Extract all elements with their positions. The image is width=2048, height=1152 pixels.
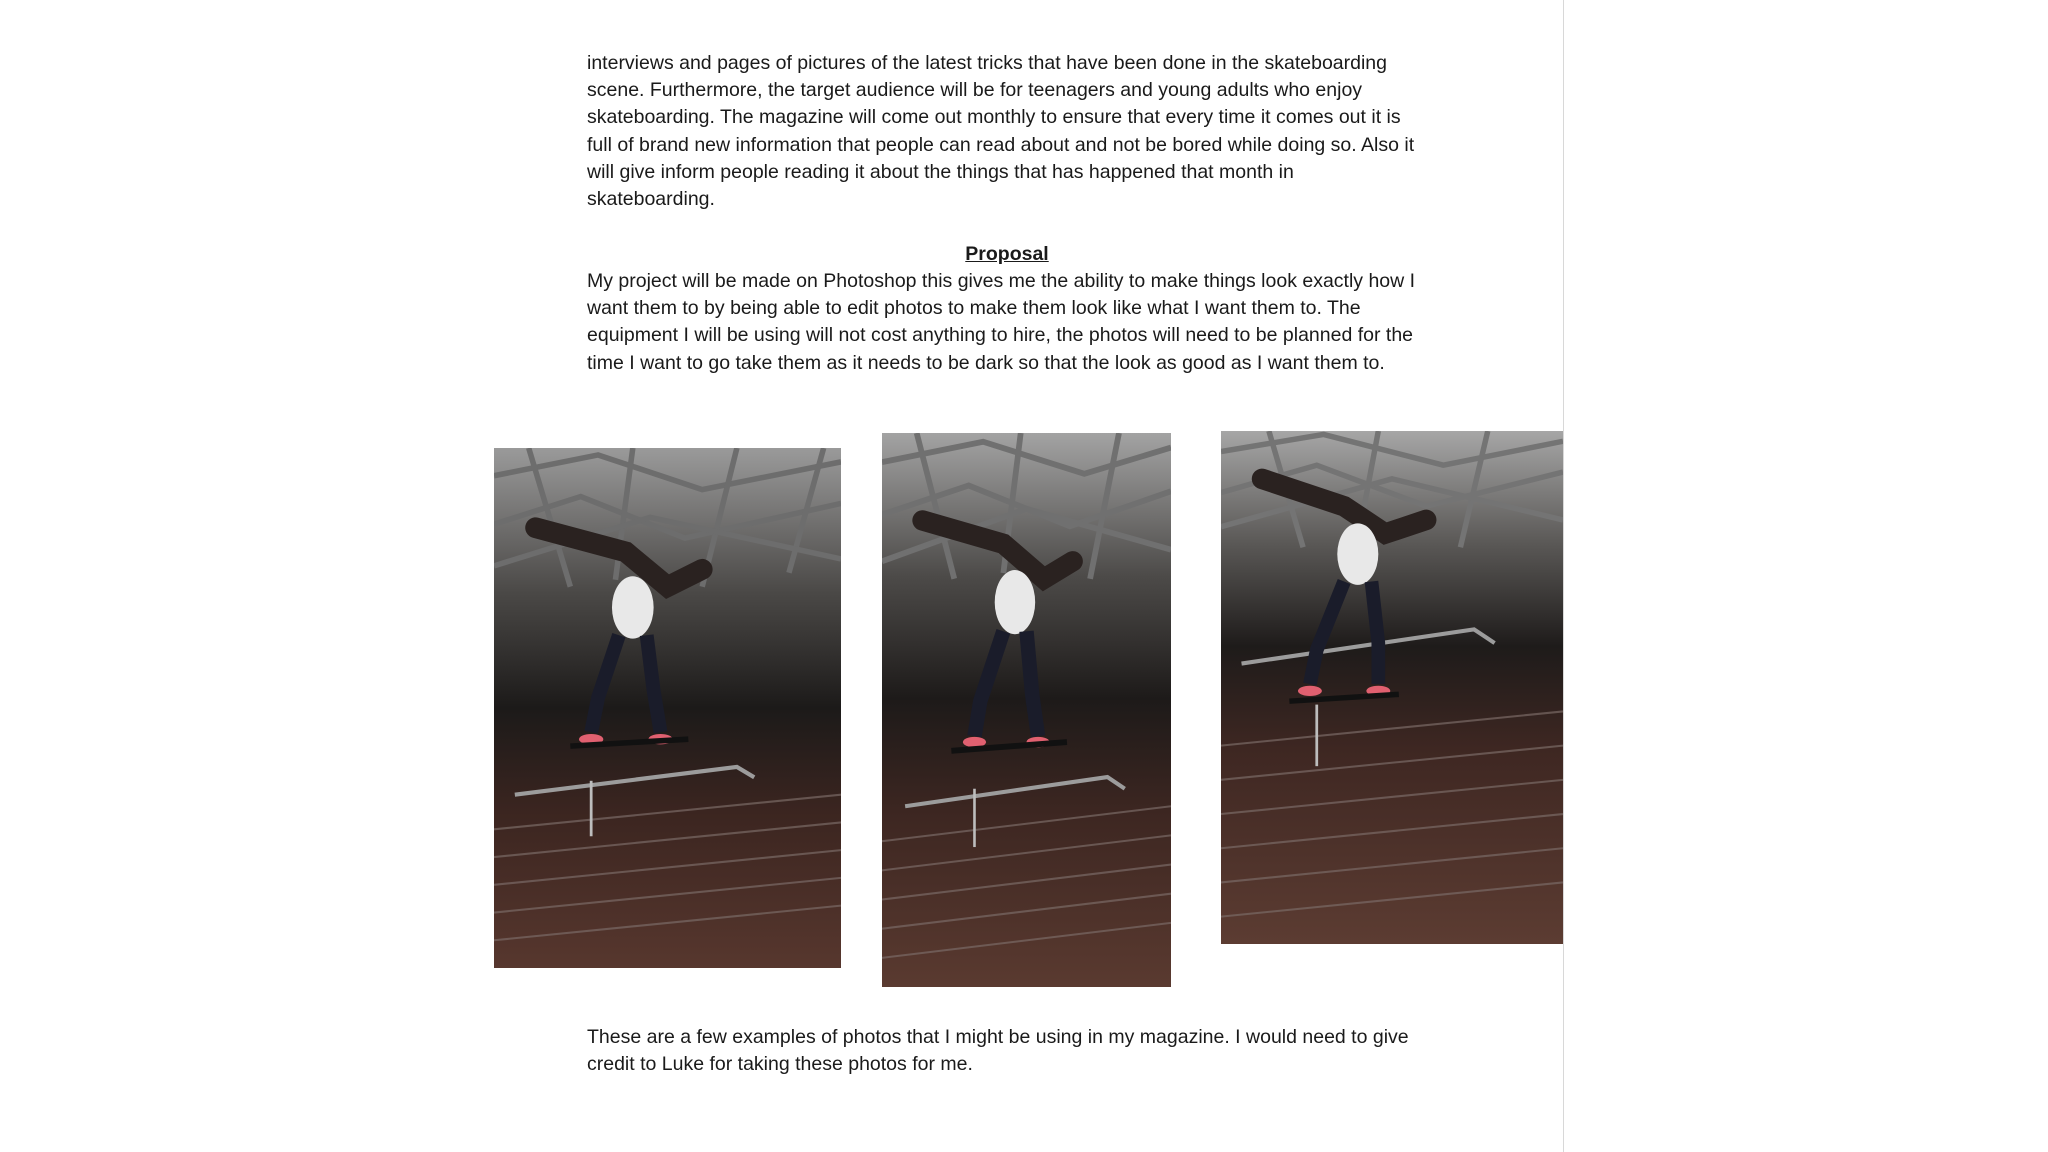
skate-photo-3 xyxy=(1221,431,1563,944)
proposal-paragraph: My project will be made on Photoshop this gives me the ability to make things look exactly how I want them to by being able to edit photos to make them look like what I want them to. The equipment I will be using will not cost anything to hire, the photos will need to be planned for the time I want to go take them as it needs to be dark so that the look as good as I want them to. xyxy=(587,270,1416,374)
skate-photo-2 xyxy=(882,433,1171,987)
intro-paragraph: interviews and pages of pictures of the latest tricks that have been done in the skateboarding scene. Furthermore, the target audience will be for teenagers and young adults who enjoy skateboarding. The magazine will come out monthly to ensure that every time it comes out it is full of brand new information that people can read about and not be bored while doing so. Also it will give inform people reading it about the things that has happened that month in skateboarding. xyxy=(587,52,1415,211)
closing-paragraph: These are a few examples of photos that I might be using in my magazine. I would need to give credit to Luke for taking these photos for me. xyxy=(587,1026,1409,1076)
page-edge-divider xyxy=(1563,0,1564,1152)
skate-photo-1 xyxy=(494,448,841,968)
proposal-heading: Proposal xyxy=(965,243,1049,265)
